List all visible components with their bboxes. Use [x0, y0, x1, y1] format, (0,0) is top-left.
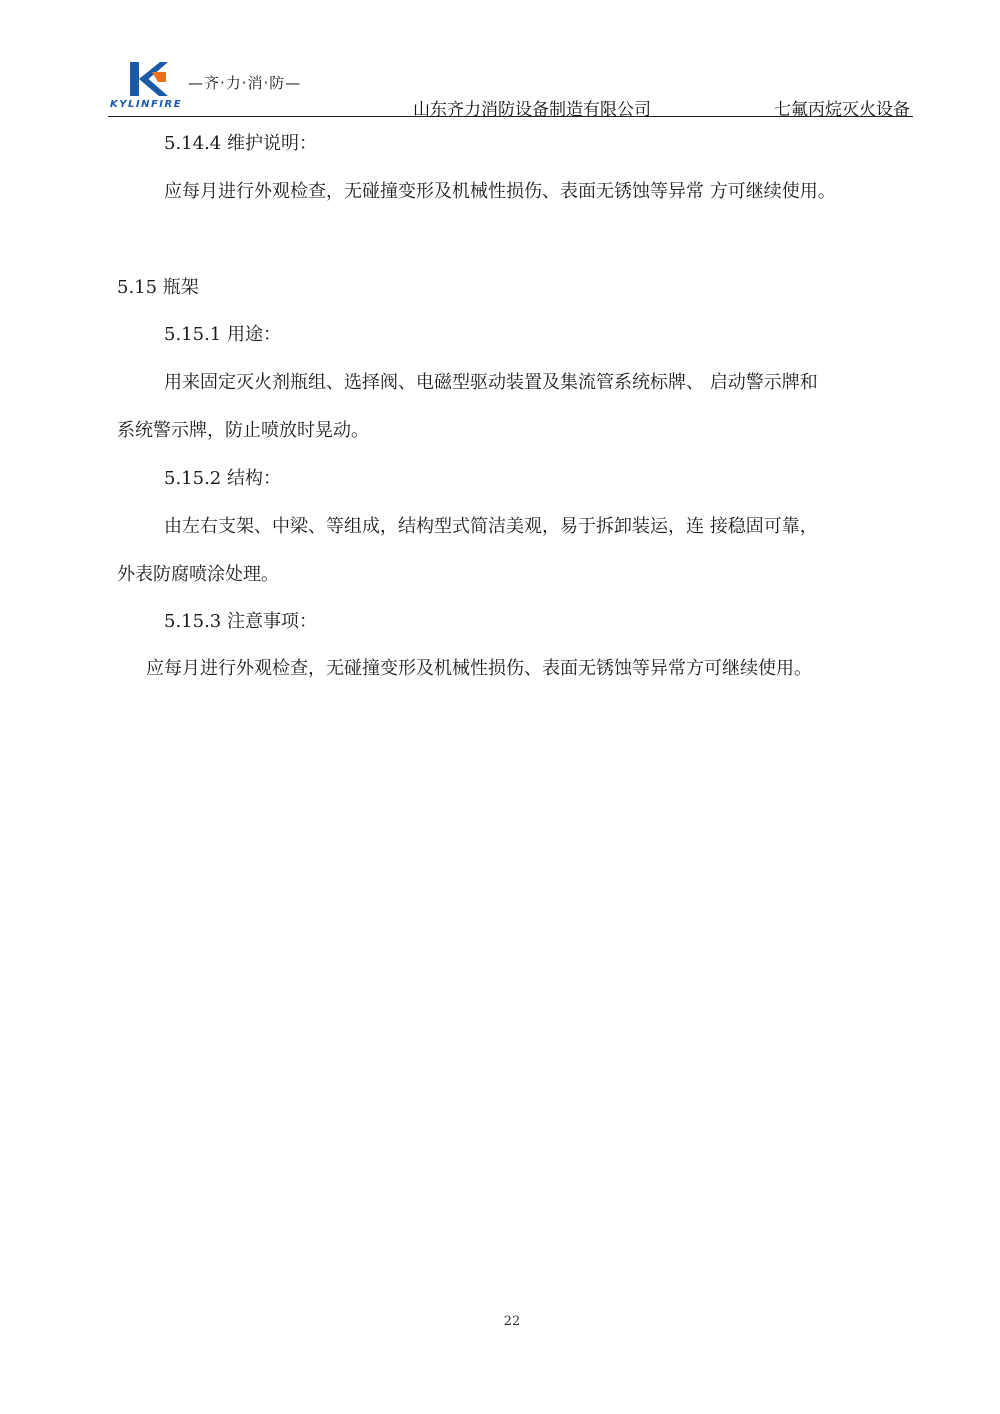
section-5-15-1-text-line2: 系统警示牌，防止喷放时晃动。	[117, 420, 369, 441]
section-5-15-2-text-line2: 外表防腐喷涂处理。	[117, 564, 279, 585]
section-5-15-1-text-line1: 用来固定灭火剂瓶组、选择阀、电磁型驱动装置及集流管系统标牌、 启动警示牌和	[164, 372, 818, 393]
section-5-15-3-text: 应每月进行外观检查，无碰撞变形及机械性损伤、表面无锈蚀等异常方可继续使用。	[146, 658, 812, 679]
section-5-15-heading: 5.15 瓶架	[117, 277, 199, 298]
logo-brand-text: KYLINFIRE	[110, 99, 183, 110]
header-company-name: 山东齐力消防设备制造有限公司	[413, 100, 651, 120]
section-5-15-1-heading: 5.15.1 用途：	[164, 324, 281, 345]
header-divider	[108, 116, 913, 117]
section-5-14-4-heading: 5.14.4 维护说明：	[164, 133, 317, 154]
section-5-15-2-text-line1: 由左右支架、中梁、等组成，结构型式简洁美观，易于拆卸装运，连 接稳固可靠，	[164, 516, 818, 537]
company-logo	[108, 58, 308, 116]
kylinfire-logo-icon	[108, 58, 170, 98]
header-product-name: 七氟丙烷灭火设备	[774, 100, 910, 120]
section-5-15-3-heading: 5.15.3 注意事项：	[164, 611, 317, 632]
section-5-15-2-heading: 5.15.2 结构：	[164, 468, 281, 489]
page-header	[108, 58, 913, 118]
section-5-14-4-text: 应每月进行外观检查，无碰撞变形及机械性损伤、表面无锈蚀等异常 方可继续使用。	[164, 181, 836, 202]
page-number: 22	[503, 1314, 521, 1329]
logo-tagline: —齐·力·消·防—	[188, 74, 302, 92]
